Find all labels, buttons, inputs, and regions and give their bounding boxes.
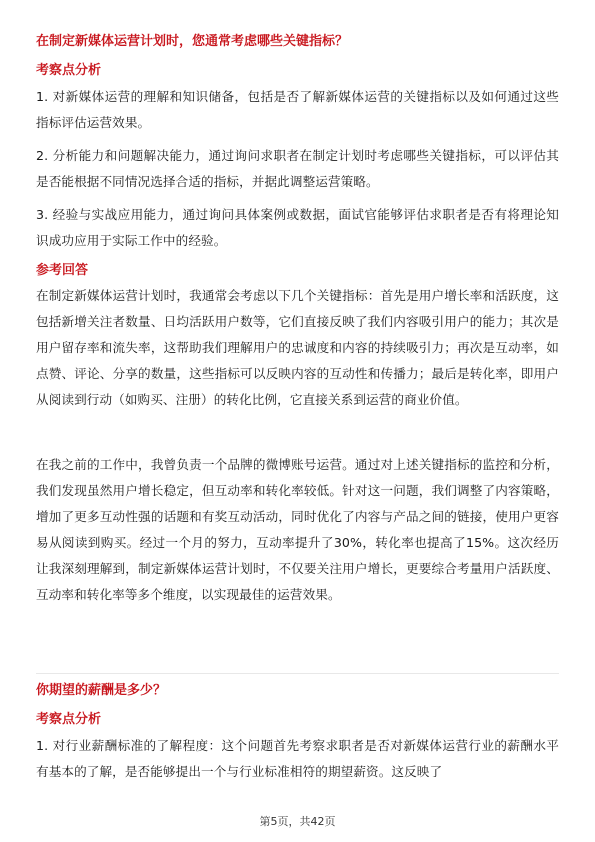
analysis-point: 3. 经验与实战应用能力，通过询问具体案例或数据，面试官能够评估求职者是否有将理论知识成功应用于实际工作中的经验。 <box>36 207 559 248</box>
analysis-point: 1. 对新媒体运营的理解和知识储备，包括是否了解新媒体运营的关键指标以及如何通过这些指标评估运营效果。 <box>36 89 559 130</box>
section-divider <box>36 673 559 674</box>
answer-heading: 参考回答 <box>36 263 89 278</box>
analysis-heading: 考察点分析 <box>36 63 102 78</box>
analysis-heading: 考察点分析 <box>36 712 102 727</box>
analysis-point: 2. 分析能力和问题解决能力，通过询问求职者在制定计划时考虑哪些关键指标，可以评估其是否能根据不同情况选择合适的指标，并据此调整运营策略。 <box>36 148 559 189</box>
question-heading: 你期望的薪酬是多少？ <box>36 683 167 698</box>
analysis-point: 1. 对行业薪酬标准的了解程度：这个问题首先考察求职者是否对新媒体运营行业的薪酬水平有基本的了解，是否能够提出一个与行业标准相符的期望薪资。这反映了 <box>36 738 559 779</box>
answer-paragraph: 在制定新媒体运营计划时，我通常会考虑以下几个关键指标：首先是用户增长率和活跃度，这包括新增关注者数量、日均活跃用户数等，它们直接反映了我们内容吸引用户的能力；其次是用户留存率和流失率，这帮助我们理解用户的忠诚度和内容的持续吸引力；再次是互动率，如点赞、评论、分享的数量，这些指标可以反映内容的互动性和传播力；最后是转化率，即用户从阅读到行动（如购买、注册）的转化比例，它直接关系到运营的商业价值。 <box>36 288 559 407</box>
answer-paragraph: 在我之前的工作中，我曾负责一个品牌的微博账号运营。通过对上述关键指标的监控和分析，我们发现虽然用户增长稳定，但互动率和转化率较低。针对这一问题，我们调整了内容策略，增加了更多互动性强的话题和有奖互动活动，同时优化了内容与产品之间的链接，使用户更容易从阅读到购买。经过一个月的努力，互动率提升了30%，转化率也提高了15%。这次经历让我深刻理解到，制定新媒体运营计划时，不仅要关注用户增长，更要综合考量用户活跃度、互动率和转化率等多个维度，以实现最佳的运营效果。 <box>36 457 559 602</box>
page-number: 第5页，共42页 <box>259 815 336 828</box>
question-heading: 在制定新媒体运营计划时，您通常考虑哪些关键指标？ <box>36 34 349 49</box>
